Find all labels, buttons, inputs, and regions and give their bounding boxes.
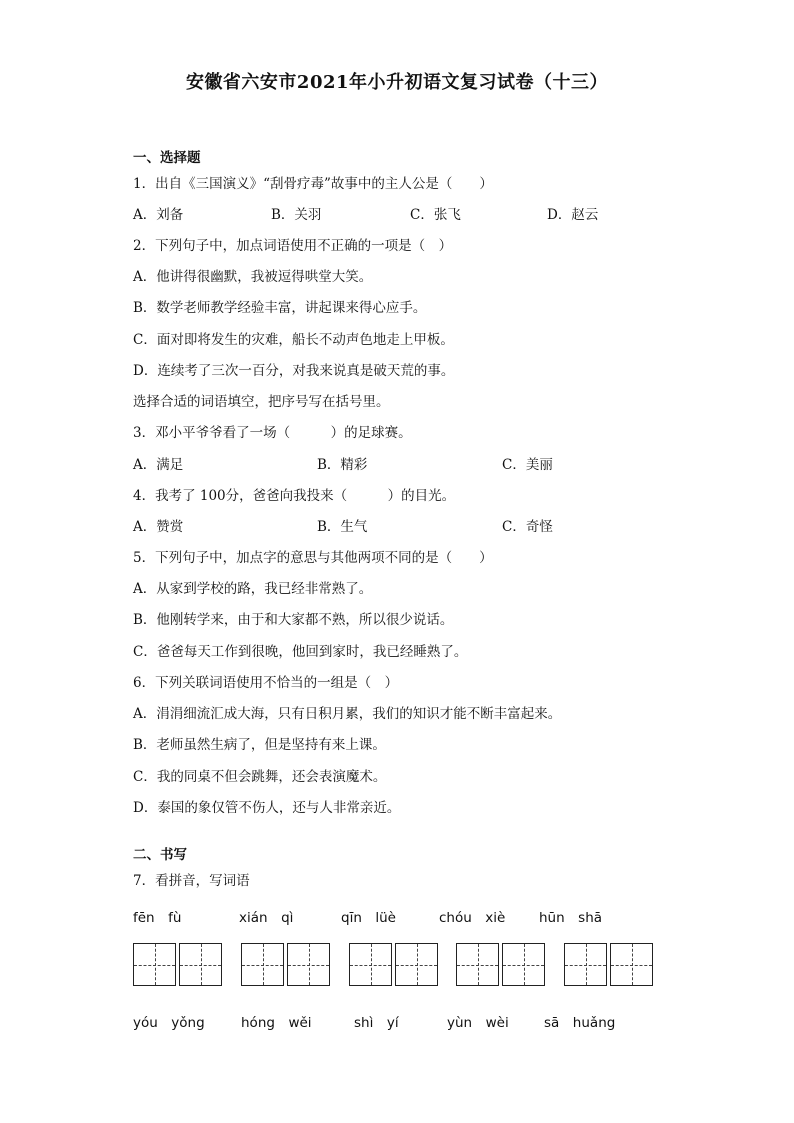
pinyin-4: chóu xiè xyxy=(439,910,506,926)
writing-box-pair-5[interactable] xyxy=(564,943,653,986)
writing-cell[interactable] xyxy=(502,943,545,986)
question-3: 3．邓小平爷爷看了一场（ ）的足球赛。 xyxy=(133,425,412,441)
writing-cell[interactable] xyxy=(456,943,499,986)
writing-box-pair-1[interactable] xyxy=(133,943,222,986)
q5-option-b: B．他刚转学来，由于和大家都不熟，所以很少说话。 xyxy=(133,612,454,628)
q6-option-a: A．涓涓细流汇成大海，只有日积月累，我们的知识才能不断丰富起来。 xyxy=(133,706,562,722)
q2-option-a: A．他讲得很幽默，我被逗得哄堂大笑。 xyxy=(133,269,373,285)
writing-box-pair-4[interactable] xyxy=(456,943,545,986)
pinyin-5: hūn shā xyxy=(539,910,603,926)
pinyin-10: sā huǎng xyxy=(544,1015,616,1031)
writing-box-pair-3[interactable] xyxy=(349,943,438,986)
q6-option-c: C．我的同桌不但会跳舞，还会表演魔术。 xyxy=(133,769,387,785)
q4-option-b: B．生气 xyxy=(317,519,368,535)
section-heading-writing: 二、书写 xyxy=(133,847,187,863)
writing-cell[interactable] xyxy=(610,943,653,986)
q1-option-d: D．赵云 xyxy=(547,207,599,223)
q1-option-c: C．张飞 xyxy=(410,207,461,223)
pinyin-8: shì yí xyxy=(354,1015,399,1031)
writing-cell[interactable] xyxy=(179,943,222,986)
q2-option-c: C．面对即将发生的灾难，船长不动声色地走上甲板。 xyxy=(133,332,454,348)
question-4: 4．我考了 100分，爸爸向我投来（ ）的目光。 xyxy=(133,488,456,504)
question-5: 5．下列句子中，加点字的意思与其他两项不同的是（ ） xyxy=(133,550,493,566)
pinyin-1: fēn fù xyxy=(133,910,182,926)
question-6: 6．下列关联词语使用不恰当的一组是（ ） xyxy=(133,675,399,691)
q6-option-b: B．老师虽然生病了，但是坚持有来上课。 xyxy=(133,737,386,753)
q5-option-a: A．从家到学校的路，我已经非常熟了。 xyxy=(133,581,373,597)
pinyin-2: xián qì xyxy=(239,910,294,926)
question-1: 1．出自《三国演义》“刮骨疗毒”故事中的主人公是（ ） xyxy=(133,176,493,192)
q4-option-c: C．奇怪 xyxy=(502,519,553,535)
q2-option-d: D．连续考了三次一百分，对我来说真是破天荒的事。 xyxy=(133,363,455,379)
q3-option-a: A．满足 xyxy=(133,457,184,473)
q6-option-d: D．泰国的象仅管不伤人，还与人非常亲近。 xyxy=(133,800,401,816)
writing-cell[interactable] xyxy=(133,943,176,986)
q4-option-a: A．赞赏 xyxy=(133,519,184,535)
q5-option-c: C．爸爸每天工作到很晚，他回到家时，我已经睡熟了。 xyxy=(133,644,468,660)
writing-box-pair-2[interactable] xyxy=(241,943,330,986)
pinyin-6: yóu yǒng xyxy=(133,1015,205,1031)
question-2: 2．下列句子中，加点词语使用不正确的一项是（ ） xyxy=(133,238,453,254)
writing-cell[interactable] xyxy=(287,943,330,986)
writing-cell[interactable] xyxy=(395,943,438,986)
pinyin-3: qīn lüè xyxy=(341,910,396,926)
section-heading-choice: 一、选择题 xyxy=(133,150,201,166)
q3-option-c: C．美丽 xyxy=(502,457,553,473)
page-title: 安徽省六安市2021年小升初语文复习试卷（十三） xyxy=(185,72,609,93)
writing-cell[interactable] xyxy=(349,943,392,986)
question-7: 7．看拼音，写词语 xyxy=(133,873,250,889)
q3-option-b: B．精彩 xyxy=(317,457,368,473)
writing-cell[interactable] xyxy=(564,943,607,986)
q2-option-b: B．数学老师教学经验丰富，讲起课来得心应手。 xyxy=(133,300,427,316)
q1-option-a: A．刘备 xyxy=(133,207,184,223)
instruction: 选择合适的词语填空，把序号写在括号里。 xyxy=(133,394,390,410)
writing-cell[interactable] xyxy=(241,943,284,986)
pinyin-9: yùn wèi xyxy=(447,1015,509,1031)
pinyin-7: hóng wěi xyxy=(241,1015,312,1031)
q1-option-b: B．关羽 xyxy=(271,207,322,223)
